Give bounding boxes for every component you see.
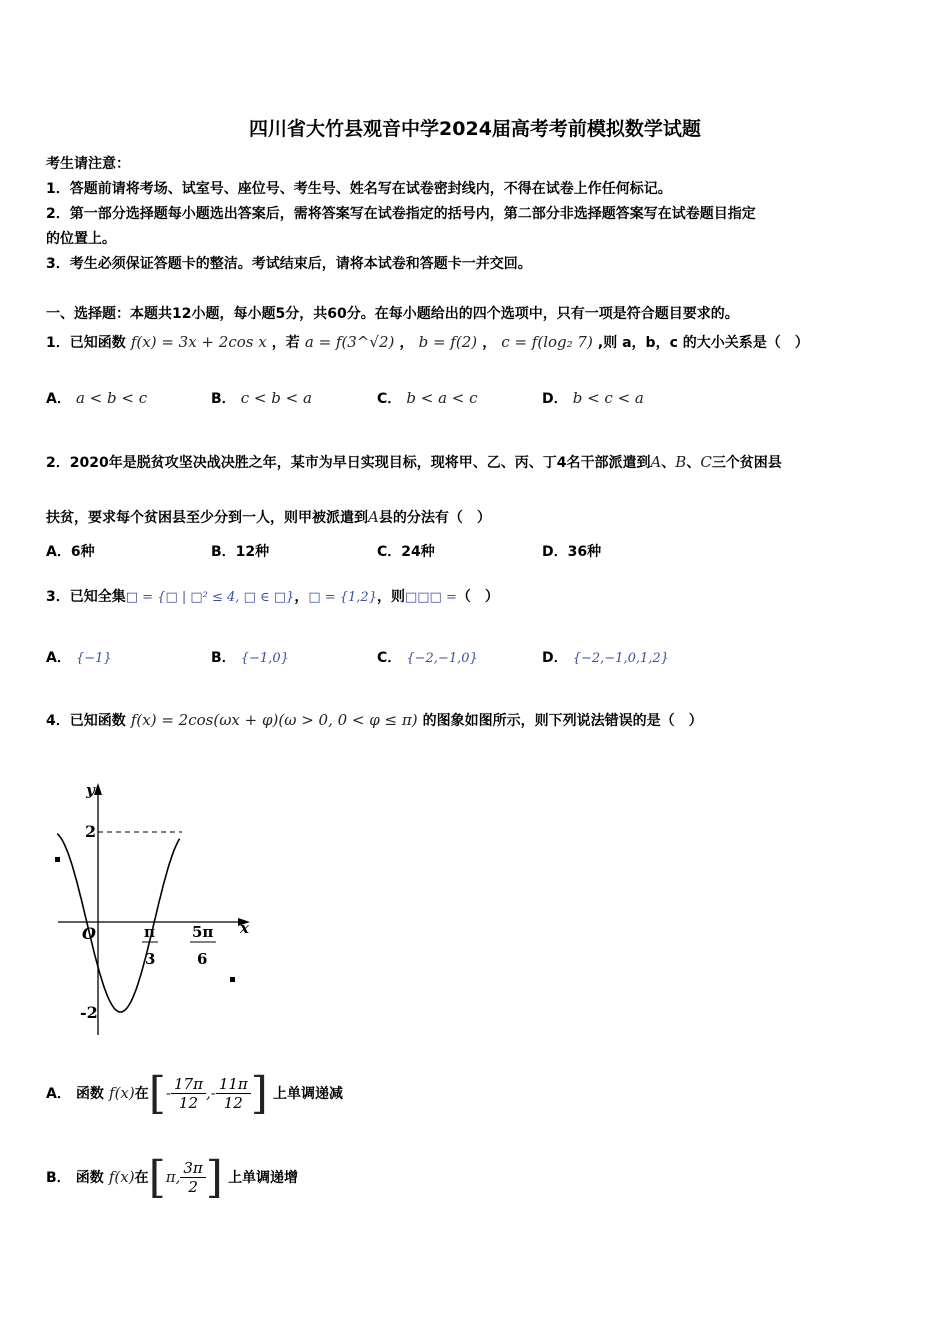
- option-b-pre: 函数: [75, 1170, 104, 1186]
- q2-county-a: A: [650, 453, 662, 471]
- q1-sep-1: ，: [399, 335, 414, 351]
- y-axis-label: y: [86, 781, 95, 799]
- curve-start-point: [55, 857, 60, 862]
- option-b-post: 上单调递增: [228, 1170, 299, 1186]
- question-1: [46, 332, 809, 352]
- q3-suffix: （ ）: [456, 589, 499, 605]
- q3-option-a[interactable]: [46, 647, 112, 667]
- q1-option-a[interactable]: [46, 388, 147, 408]
- tick-2-numerator: 5π: [192, 923, 214, 941]
- notice-heading: 考生请注意：: [46, 156, 130, 172]
- option-a-minus: -: [165, 1084, 171, 1102]
- option-label: B．: [211, 650, 236, 666]
- interval-open-bracket: [: [148, 1068, 166, 1119]
- frac-num: 17π: [171, 1075, 206, 1094]
- option-a-frac-2: [216, 1075, 251, 1112]
- option-label: D．: [542, 544, 568, 560]
- option-b-pi: π,: [165, 1168, 181, 1186]
- option-b-function: f(x): [108, 1168, 135, 1186]
- option-label: A．: [46, 650, 71, 666]
- q3-complement: □□□ =: [404, 590, 457, 605]
- q3-then: ，则: [376, 589, 405, 605]
- frac-num: 3π: [180, 1159, 205, 1178]
- q3-option-d[interactable]: [542, 647, 669, 667]
- option-text: {−1,0}: [240, 651, 289, 666]
- q4-prefix: 4．已知函数: [46, 713, 126, 729]
- cosine-curve: [57, 834, 179, 1012]
- q2-option-b[interactable]: [211, 541, 269, 561]
- question-4: [46, 710, 703, 730]
- frac-den: 2: [188, 1178, 198, 1196]
- option-b-frac: [180, 1159, 205, 1196]
- option-label: C．: [377, 544, 402, 560]
- q2-line-1: 2．2020年是脱贫攻坚决战决胜之年，某市为早日实现目标，现将甲、乙、丙、丁4名干部派遣到: [46, 455, 651, 471]
- notice-item-2-cont: 的位置上。: [46, 231, 116, 247]
- notice-item-3: 3．考生必须保证答题卡的整洁。考试结束后，请将本试卷和答题卡一并交回。: [46, 256, 532, 272]
- q4-graph: [40, 775, 270, 1050]
- section-heading: 一、选择题：本题共12小题，每小题5分，共60分。在每小题给出的四个选项中，只有一项是符合题目要求的。: [46, 306, 739, 322]
- q3-option-c[interactable]: [377, 647, 478, 667]
- y-max-label: 2: [85, 822, 97, 841]
- option-a-zai: 在: [134, 1086, 149, 1102]
- q2-line-2: [46, 507, 491, 527]
- option-text: 36种: [567, 544, 602, 560]
- frac-num: 11π: [216, 1075, 251, 1094]
- page-title: 四川省大竹县观音中学2024届高考考前模拟数学试题: [249, 118, 701, 140]
- question-2: [46, 452, 782, 472]
- q1-mid: ，若: [271, 335, 300, 351]
- option-label: B．: [46, 1170, 71, 1186]
- tick-2-denominator: 6: [197, 950, 208, 968]
- q2-line-1-end: 三个贫困县: [711, 455, 782, 471]
- q2-line-2-start: 扶贫，要求每个贫困县至少分到一人，则甲被派遣到: [46, 510, 368, 526]
- q1-b: b = f(2): [418, 333, 478, 351]
- q1-option-b[interactable]: [211, 388, 312, 408]
- q4-suffix: 的图象如图所示，则下列说法错误的是（ ）: [422, 713, 703, 729]
- notice-item-2: 2．第一部分选择题每小题选出答案后，需将答案写在试卷指定的括号内，第二部分非选择题答案写在试卷题目指定: [46, 206, 756, 222]
- q2-option-c[interactable]: [377, 541, 435, 561]
- option-text: 6种: [70, 544, 95, 560]
- q2-county-c: C: [700, 453, 712, 471]
- option-a-comma: ,: [205, 1084, 211, 1102]
- option-text: {−2,−1,0}: [406, 651, 478, 666]
- option-a-pre: 函数: [75, 1086, 104, 1102]
- option-label: B．: [211, 391, 236, 407]
- q2-sep-2: 、: [686, 455, 701, 471]
- option-a-frac-1: [171, 1075, 206, 1112]
- option-label: A．: [46, 1086, 71, 1102]
- q1-function: f(x) = 3x + 2cos x: [130, 333, 267, 351]
- interval-close-bracket: ]: [205, 1152, 223, 1203]
- q2-county-b: B: [675, 453, 687, 471]
- frac-den: 12: [178, 1094, 199, 1112]
- q2-sep-1: 、: [661, 455, 676, 471]
- option-text: 24种: [401, 544, 435, 560]
- option-label: D．: [542, 391, 568, 407]
- q1-prefix: 1．已知函数: [46, 335, 126, 351]
- q2-line-2-end: 县的分法有（ ）: [378, 510, 491, 526]
- q2-option-d[interactable]: [542, 541, 601, 561]
- option-b-zai: 在: [134, 1170, 149, 1186]
- option-label: B．: [211, 544, 236, 560]
- option-label: A．: [46, 391, 71, 407]
- q1-option-d[interactable]: [542, 388, 644, 408]
- option-label: C．: [377, 650, 402, 666]
- option-text: b < c < a: [572, 389, 644, 407]
- q3-option-b[interactable]: [211, 647, 289, 667]
- origin-label: O: [82, 924, 96, 943]
- q3-universal-set: □ = {□ | □² ≤ 4, □ ∈ □}: [125, 590, 295, 605]
- q3-prefix: 3．已知全集: [46, 589, 126, 605]
- option-label: C．: [377, 391, 402, 407]
- curve-end-point: [230, 977, 235, 982]
- frac-den: 12: [223, 1094, 243, 1112]
- option-a-post: 上单调递减: [273, 1086, 344, 1102]
- q1-c: c = f(log₂ 7): [501, 333, 593, 351]
- q4-option-b[interactable]: [46, 1152, 298, 1203]
- q1-suffix: ,则 a，b，c 的大小关系是（ ）: [597, 335, 809, 351]
- x-axis-label: x: [240, 919, 249, 937]
- q4-function: f(x) = 2cos(ωx + φ)(ω > 0, 0 < φ ≤ π): [130, 711, 418, 729]
- interval-close-bracket: ]: [250, 1068, 268, 1119]
- option-a-minus-2: -: [210, 1084, 216, 1102]
- q2-option-a[interactable]: [46, 541, 95, 561]
- notice-item-1: 1．答题前请将考场、试室号、座位号、考生号、姓名写在试卷密封线内，不得在试卷上作任何标记。: [46, 181, 672, 197]
- q1-sep-2: ，: [482, 335, 497, 351]
- q1-option-c[interactable]: [377, 388, 478, 408]
- option-a-function: f(x): [109, 1084, 135, 1102]
- option-text: b < a < c: [406, 389, 478, 407]
- interval-open-bracket: [: [148, 1152, 166, 1203]
- tick-1-denominator: 3: [145, 950, 156, 968]
- q2-line-2-county: A: [368, 508, 379, 526]
- tick-1-numerator: π: [144, 923, 155, 941]
- y-axis-arrow: [94, 783, 102, 795]
- option-label: D．: [542, 650, 568, 666]
- y-min-label: -2: [80, 1003, 98, 1022]
- option-text: {−1}: [75, 651, 112, 666]
- q1-a: a = f(3^√2): [304, 333, 395, 351]
- option-text: c < b < a: [240, 389, 312, 407]
- option-label: A．: [46, 544, 71, 560]
- option-text: {−2,−1,0,1,2}: [572, 651, 669, 666]
- q3-set-a: □ = {1,2}: [308, 590, 377, 605]
- option-text: a < b < c: [75, 389, 148, 407]
- question-3: [46, 586, 499, 606]
- q3-sep: ，: [294, 589, 309, 605]
- option-text: 12种: [235, 544, 270, 560]
- q4-option-a[interactable]: [46, 1068, 343, 1119]
